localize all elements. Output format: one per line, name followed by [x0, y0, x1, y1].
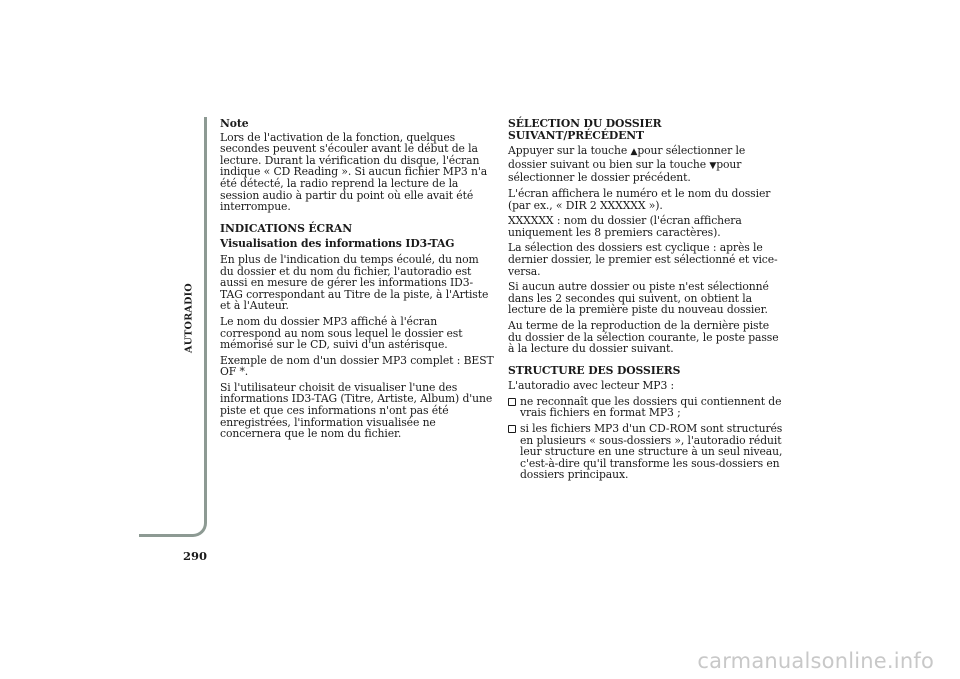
- paragraph-folder-name: Le nom du dossier MP3 affiché à l'écran correspond au nom sous lequel le dossier est mémorisé sur le CD, suivi d'un astérisque.: [220, 314, 463, 352]
- paragraph-cyclic: La sélection des dossiers est cyclique : après le dernier dossier, le premier est sélectionné et vice-versa.: [508, 241, 778, 278]
- page-number: 290: [183, 549, 208, 563]
- paragraph-dir-name: XXXXXX : nom du dossier (l'écran affichera uniquement les 8 premiers caractères).: [508, 214, 742, 239]
- arrow-down-icon: ▼: [709, 160, 717, 171]
- list-item: [508, 423, 786, 481]
- right-column: [508, 118, 786, 485]
- list-item-text: si les fichiers MP3 d'un CD-ROM sont structurés en plusieurs « sous-dossiers », l'autoradio réduit leur structure en une structure à un seul niveau, c'est-à-dire qu'il transforme les sous-dossiers en dossiers principaux.: [520, 422, 783, 482]
- watermark-text: carmanualsonline.info: [697, 649, 934, 673]
- subheading-id3-tag: Visualisation des informations ID3-TAG: [220, 237, 455, 251]
- heading-folder-selection: SÉLECTION DU DOSSIER SUIVANT/PRÉCÉDENT: [508, 117, 662, 142]
- left-column: [220, 118, 495, 444]
- paragraph-mp3-player: L'autoradio avec lecteur MP3 :: [508, 379, 675, 393]
- list-item: [508, 396, 786, 419]
- paragraph-end-of-folder: Au terme de la reproduction de la dernière piste du dossier de la sélection courante, le poste passe à la lecture du dossier suivant.: [508, 318, 779, 356]
- note-text: Lors de l'activation de la fonction, quelques secondes peuvent s'écouler avant le début de la lecture. Durant la vérification du disque, l'écran indique « CD Reading ». Si aucun fichier MP3 n'a été détecté, la radio reprend la lecture de la session audio à partir du point où elle avait été interrompue.: [220, 130, 488, 214]
- checkbox-bullet-icon: [508, 425, 516, 433]
- text-segment: pour sélectionner le dossier suivant ou bien sur la touche: [508, 144, 746, 171]
- paragraph-display-dir: L'écran affichera le numéro et le nom du dossier (par ex., « DIR 2 XXXXXX »).: [508, 186, 771, 212]
- arrow-up-icon: ▲: [630, 147, 638, 158]
- paragraph-folder-example: Exemple de nom d'un dossier MP3 complet : BEST OF *.: [220, 353, 494, 379]
- paragraph-folder-buttons: [508, 145, 786, 184]
- checkbox-bullet-icon: [508, 398, 516, 406]
- text-segment: pour sélectionner le dossier précédent.: [508, 157, 742, 185]
- paragraph-timeout: Si aucun autre dossier ou piste n'est sélectionné dans les 2 secondes qui suivent, on obtient la lecture de la première piste du nouveau dossier.: [508, 280, 769, 317]
- side-frame-border: [139, 117, 207, 537]
- list-item-text: ne reconnaît que les dossiers qui contiennent de vrais fichiers en format MP3 ;: [520, 394, 782, 420]
- text-segment: Appuyer sur la touche: [508, 144, 631, 158]
- heading-folder-structure: STRUCTURE DES DOSSIERS: [508, 363, 681, 377]
- structure-bullet-list: [508, 396, 786, 481]
- note-title: Note: [220, 117, 249, 130]
- chapter-side-title: AUTORADIO: [183, 283, 195, 353]
- heading-indications-ecran: INDICATIONS ÉCRAN: [220, 221, 352, 235]
- paragraph-id3-missing: Si l'utilisateur choisit de visualiser l'une des informations ID3-TAG (Titre, Artiste, Album) d'une piste et que ces informations n'ont pas été enregistrées, l'information visualisée ne concernera que le nom du fichier.: [220, 380, 493, 441]
- paragraph-id3-info: En plus de l'indication du temps écoulé, du nom du dossier et du nom du fichier, l'autoradio est aussi en mesure de gérer les informations ID3-TAG correspondant au Titre de la piste, à l'Artiste et à l'Auteur.: [220, 252, 489, 313]
